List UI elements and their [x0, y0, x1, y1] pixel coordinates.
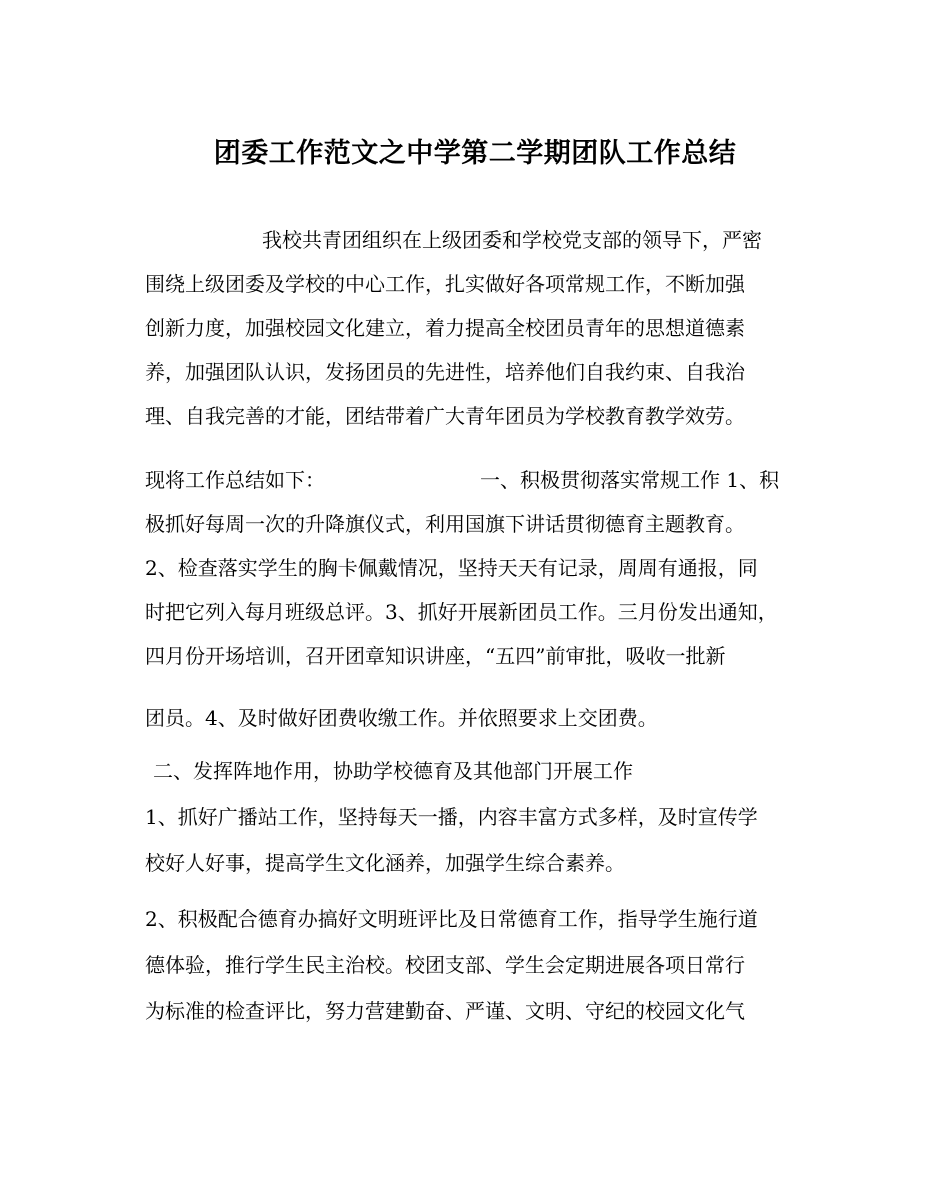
paragraph-line: 四月份开场培训，召开团章知识讲座，“五四”前审批，吸收一批新	[145, 644, 726, 668]
paragraph-line: 围绕上级团委及学校的中心工作，扎实做好各项常规工作，不断加强	[145, 272, 745, 296]
paragraph-line: 1、抓好广播站工作，坚持每天一播，内容丰富方式多样，及时宣传学	[145, 805, 758, 829]
paragraph-line: 2、检查落实学生的胸卡佩戴情况，坚持天天有记录，周周有通报，同	[145, 556, 758, 580]
paragraph-line: 2、积极配合德育办搞好文明班评比及日常德育工作，指导学生施行道	[145, 907, 758, 931]
paragraph-line: 养，加强团队认识，发扬团员的先进性，培养他们自我约束、自我治	[145, 360, 745, 384]
paragraph-line: 现将工作总结如下：	[145, 468, 325, 492]
paragraph-line: 我校共青团组织在上级团委和学校党支部的领导下，严密	[262, 228, 762, 252]
paragraph-line: 理、自我完善的才能，团结带着广大青年团员为学校教育教学效劳。	[145, 404, 745, 428]
paragraph-line: 极抓好每周一次的升降旗仪式，利用国旗下讲话贯彻德育主题教育。	[145, 512, 745, 536]
document-title: 团委工作范文之中学第二学期团队工作总结	[213, 138, 737, 169]
paragraph-line: 为标准的检查评比，努力营建勤奋、严谨、文明、守纪的校园文化气	[145, 999, 745, 1023]
paragraph-line: 团员。4、及时做好团费收缴工作。并依照要求上交团费。	[145, 706, 658, 730]
paragraph-line: 校好人好事，提高学生文化涵养，加强学生综合素养。	[145, 851, 625, 875]
paragraph-line: 时把它列入每月班级总评。3、抓好开展新团员工作。三月份发出通知，	[145, 600, 778, 624]
section-heading: 二、发挥阵地作用，协助学校德育及其他部门开展工作	[153, 759, 633, 783]
section-heading-inline: 一、积极贯彻落实常规工作 1、积	[480, 468, 780, 492]
paragraph-line: 创新力度，加强校园文化建立，着力提高全校团员青年的思想道德素	[145, 316, 745, 340]
paragraph-line: 德体验，推行学生民主治校。校团支部、学生会定期进展各项日常行	[145, 953, 745, 977]
